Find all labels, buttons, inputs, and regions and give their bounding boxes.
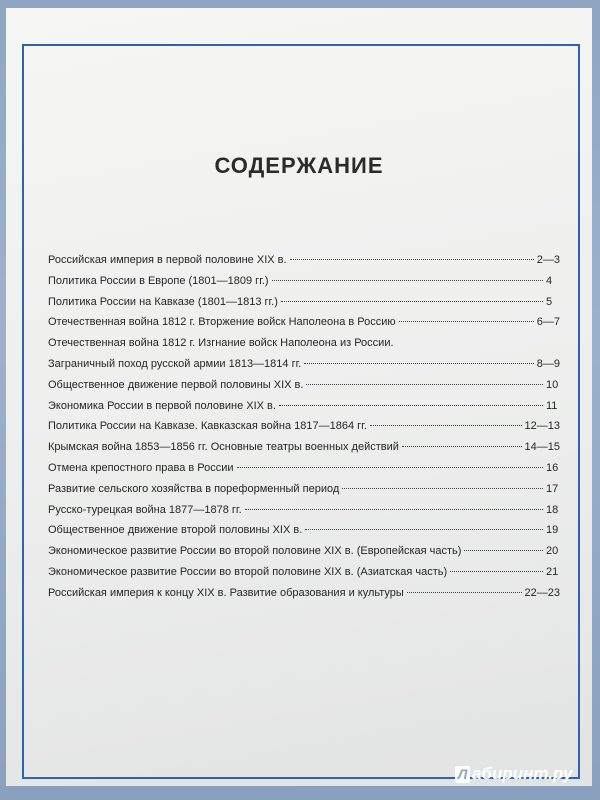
- page-title: СОДЕРЖАНИЕ: [214, 153, 384, 178]
- toc-entry-page: 20: [546, 545, 559, 558]
- toc-entry-page: 21: [546, 565, 559, 578]
- table-of-contents: [48, 254, 560, 608]
- toc-leader-dots: [370, 425, 522, 426]
- toc-entry-title: Отечественная война 1812 г. Изгнание войск Наполеона из России.: [48, 337, 394, 350]
- toc-entry-title: Отечественная война 1812 г. Вторжение войск Наполеона в Россию: [48, 316, 396, 329]
- toc-entry: [48, 275, 560, 296]
- labirint-logo-icon: Л: [455, 766, 470, 783]
- toc-entry-page: 12—13: [524, 420, 560, 433]
- toc-entry: [48, 254, 560, 275]
- toc-entry-page: 22—23: [524, 586, 560, 599]
- toc-leader-dots: [305, 529, 543, 530]
- toc-entry: [48, 545, 560, 566]
- watermark: [455, 764, 572, 784]
- toc-entry-page: 16: [546, 461, 559, 474]
- toc-entry: [48, 296, 560, 317]
- toc-entry-page: 11: [546, 399, 558, 412]
- toc-entry: [48, 441, 560, 462]
- toc-leader-dots: [342, 488, 543, 489]
- toc-entry: [48, 420, 560, 441]
- toc-entry-title: Политика России в Европе (1801—1809 гг.): [48, 274, 269, 287]
- toc-entry: [48, 504, 560, 525]
- toc-entry: [48, 587, 560, 608]
- toc-entry: [48, 524, 560, 545]
- toc-leader-dots: [402, 446, 522, 447]
- toc-entry-title: Крымская война 1853—1856 гг. Основные театры военных действий: [48, 441, 399, 454]
- toc-entry-title: Российская империя в первой половине XIX в.: [48, 254, 287, 266]
- toc-entry-page: 4: [546, 274, 553, 287]
- toc-entry: [48, 316, 560, 337]
- toc-entry-page: 17: [546, 482, 559, 495]
- toc-entry-page: 8—9: [536, 357, 560, 370]
- toc-entry-page: 19: [546, 524, 559, 537]
- toc-leader-dots: [237, 467, 543, 468]
- toc-leader-dots: [450, 571, 543, 572]
- toc-entry-page: 14—15: [524, 441, 560, 454]
- toc-leader-dots: [290, 259, 534, 260]
- toc-entry: [48, 483, 560, 504]
- toc-entry-page: 6—7: [536, 316, 560, 329]
- toc-entry-title: Развитие сельского хозяйства в пореформенный период: [48, 482, 340, 495]
- book-page: [6, 8, 592, 786]
- toc-entry-page: 10: [546, 378, 559, 391]
- toc-entry-title: Общественное движение второй половины XIX в.: [48, 524, 303, 537]
- toc-entry-title: Заграничный поход русской армии 1813—1814 гг.: [48, 357, 302, 370]
- toc-leader-dots: [399, 321, 534, 322]
- toc-leader-dots: [281, 301, 543, 302]
- toc-entry-title: Экономическое развитие России во второй половине XIX в. (Азиатская часть): [48, 565, 448, 578]
- watermark-text: абиринт.ру: [472, 764, 573, 783]
- toc-entry: [48, 337, 560, 358]
- toc-entry-title: Экономика России в первой половине XIX в.: [48, 399, 276, 412]
- toc-entry-title: Экономическое развитие России во второй половине XIX в. (Европейская часть): [48, 545, 462, 558]
- toc-entry: [48, 462, 560, 483]
- toc-entry: [48, 379, 560, 400]
- toc-entry: [48, 566, 560, 587]
- toc-leader-dots: [245, 509, 543, 510]
- toc-entry-title: Русско-турецкая война 1877—1878 гг.: [48, 503, 242, 516]
- toc-entry-title: Политика России на Кавказе (1801—1813 гг.): [48, 295, 278, 308]
- toc-leader-dots: [272, 280, 543, 281]
- toc-entry-title: Политика России на Кавказе. Кавказская война 1817—1864 гг.: [48, 420, 367, 433]
- toc-leader-dots: [407, 592, 522, 593]
- toc-entry-title: Российская империя к концу XIX в. Развитие образования и культуры: [48, 586, 404, 599]
- toc-entry-page: 5: [546, 295, 553, 308]
- toc-leader-dots: [464, 550, 543, 551]
- toc-leader-dots: [306, 384, 543, 385]
- toc-entry: [48, 400, 560, 421]
- toc-entry-title: Общественное движение первой половины XIX в.: [48, 378, 304, 391]
- toc-entry-title: Отмена крепостного права в России: [48, 461, 234, 474]
- toc-leader-dots: [279, 405, 543, 406]
- toc-entry: [48, 358, 560, 379]
- toc-entry-page: 2—3: [536, 254, 560, 266]
- toc-leader-dots: [304, 363, 533, 364]
- toc-entry-page: 18: [546, 503, 559, 516]
